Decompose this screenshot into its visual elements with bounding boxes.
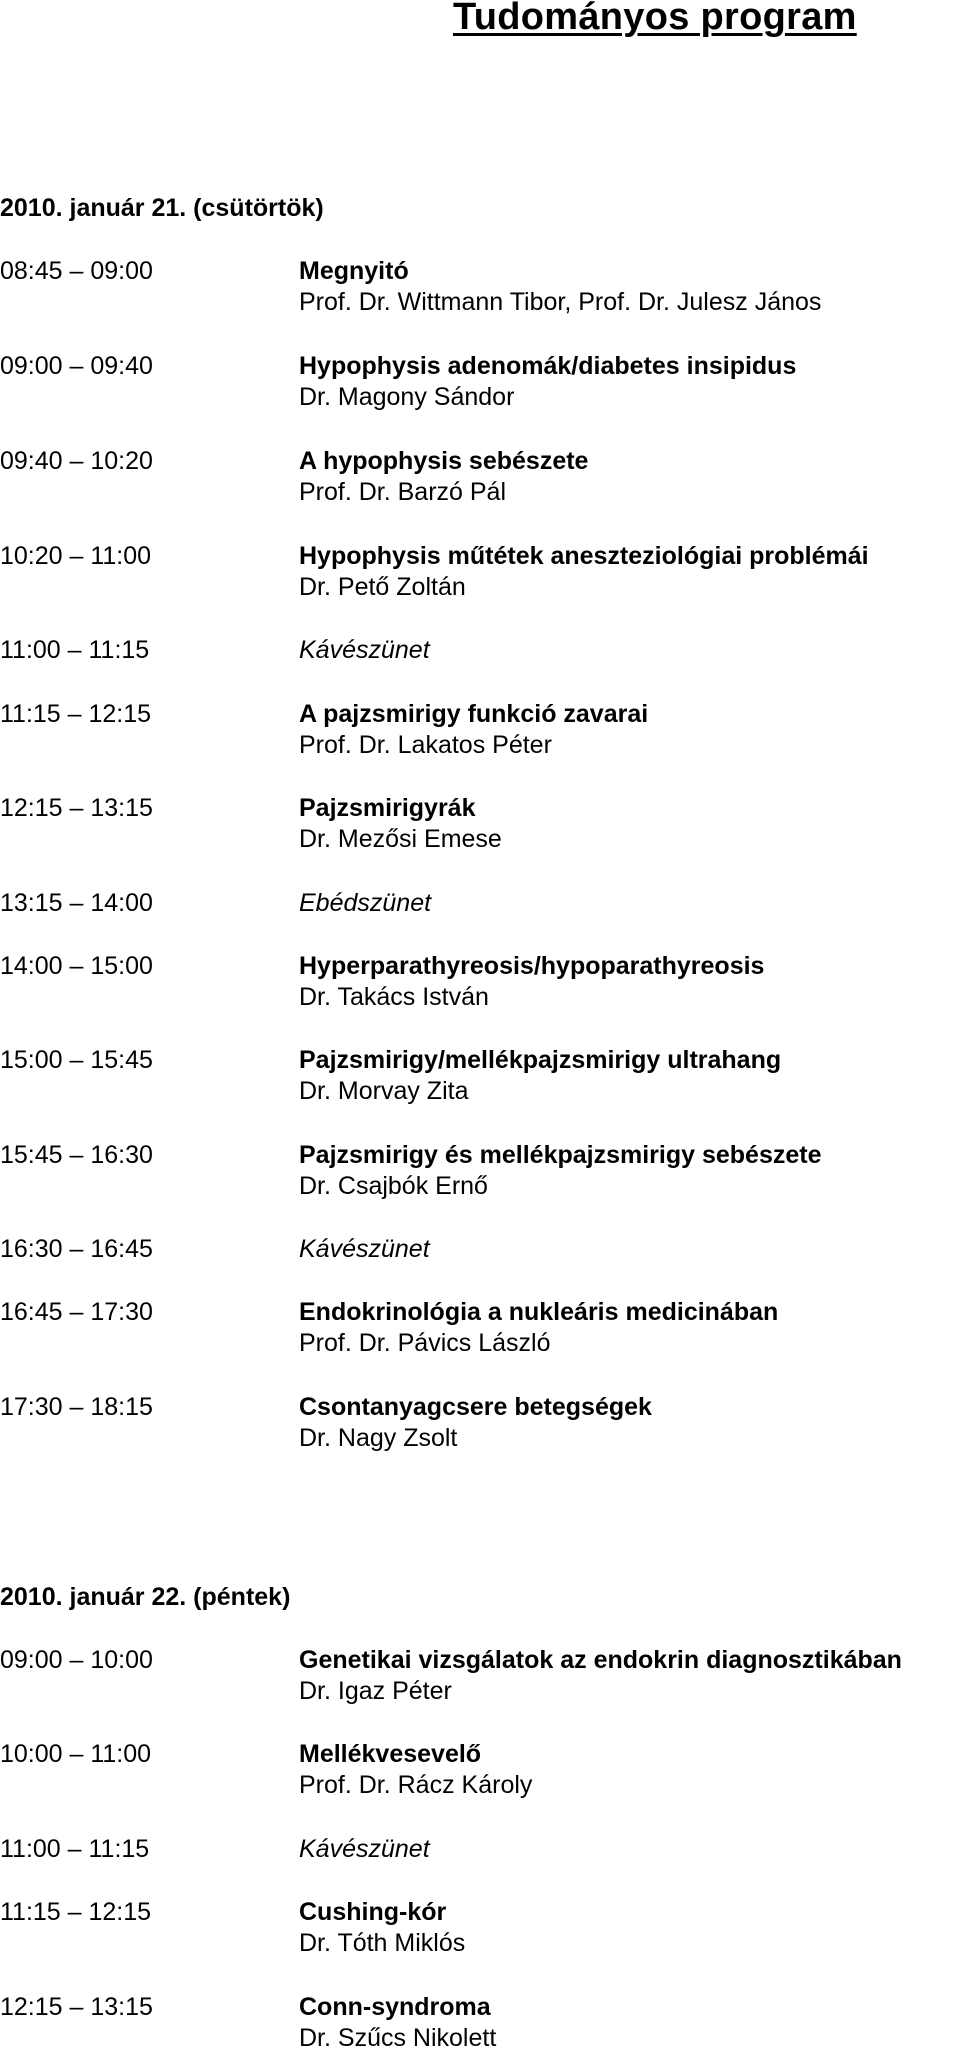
session-title: Pajzsmirigy/mellékpajzsmirigy ultrahang (299, 1046, 782, 1074)
session-time: 10:00 – 11:00 (0, 1740, 152, 1768)
session-time: 16:45 – 17:30 (0, 1298, 153, 1326)
session-speaker: Dr. Takács István (299, 983, 489, 1011)
session-title: Megnyitó (299, 257, 409, 285)
session-speaker: Dr. Pető Zoltán (299, 573, 466, 601)
session-title: Pajzsmirigy és mellékpajzsmirigy sebészete (299, 1141, 822, 1169)
session-speaker: Dr. Tóth Miklós (299, 1929, 466, 1957)
session-speaker: Dr. Igaz Péter (299, 1677, 452, 1705)
session-title: A pajzsmirigy funkció zavarai (299, 700, 649, 728)
session-time: 12:15 – 13:15 (0, 794, 153, 822)
session-speaker: Prof. Dr. Wittmann Tibor, Prof. Dr. Julesz János (299, 288, 822, 316)
session-time: 16:30 – 16:45 (0, 1235, 153, 1263)
session-time: 13:15 – 14:00 (0, 889, 153, 917)
session-time: 11:00 – 11:15 (0, 1835, 150, 1863)
session-title: Kávészünet (299, 1235, 430, 1263)
session-time: 11:00 – 11:15 (0, 636, 150, 664)
session-speaker: Prof. Dr. Rácz Károly (299, 1771, 533, 1799)
session-time: 11:15 – 12:15 (0, 700, 152, 728)
session-time: 09:00 – 10:00 (0, 1646, 153, 1674)
session-speaker: Dr. Mezősi Emese (299, 825, 502, 853)
session-title: Genetikai vizsgálatok az endokrin diagnosztikában (299, 1646, 902, 1674)
session-speaker: Dr. Csajbók Ernő (299, 1172, 488, 1200)
session-title: Conn-syndroma (299, 1993, 491, 2021)
session-speaker: Dr. Magony Sándor (299, 383, 515, 411)
session-title: Mellékvesevelő (299, 1740, 482, 1768)
session-speaker: Dr. Morvay Zita (299, 1077, 469, 1105)
session-time: 17:30 – 18:15 (0, 1393, 153, 1421)
session-time: 10:20 – 11:00 (0, 542, 152, 570)
session-time: 11:15 – 12:15 (0, 1898, 152, 1926)
session-title: Csontanyagcsere betegségek (299, 1393, 652, 1421)
day-heading: 2010. január 22. (péntek) (0, 1583, 291, 1611)
session-speaker: Prof. Dr. Lakatos Péter (299, 731, 552, 759)
session-time: 09:40 – 10:20 (0, 447, 153, 475)
session-time: 15:00 – 15:45 (0, 1046, 153, 1074)
session-time: 08:45 – 09:00 (0, 257, 153, 285)
session-time: 12:15 – 13:15 (0, 1993, 153, 2021)
session-title: Cushing-kór (299, 1898, 447, 1926)
session-speaker: Dr. Nagy Zsolt (299, 1424, 458, 1452)
session-title: A hypophysis sebészete (299, 447, 589, 475)
session-title: Hyperparathyreosis/hypoparathyreosis (299, 952, 765, 980)
session-time: 14:00 – 15:00 (0, 952, 153, 980)
session-time: 09:00 – 09:40 (0, 352, 153, 380)
session-title: Pajzsmirigyrák (299, 794, 476, 822)
session-title: Endokrinológia a nukleáris medicinában (299, 1298, 779, 1326)
page-title: Tudományos program (453, 0, 857, 38)
session-title: Kávészünet (299, 636, 430, 664)
session-speaker: Dr. Szűcs Nikolett (299, 2024, 497, 2052)
session-speaker: Prof. Dr. Barzó Pál (299, 478, 507, 506)
session-title: Hypophysis műtétek aneszteziológiai problémái (299, 542, 869, 570)
session-time: 15:45 – 16:30 (0, 1141, 153, 1169)
session-title: Hypophysis adenomák/diabetes insipidus (299, 352, 797, 380)
session-title: Kávészünet (299, 1835, 430, 1863)
session-title: Ebédszünet (299, 889, 432, 917)
session-speaker: Prof. Dr. Pávics László (299, 1329, 551, 1357)
day-heading: 2010. január 21. (csütörtök) (0, 194, 324, 222)
